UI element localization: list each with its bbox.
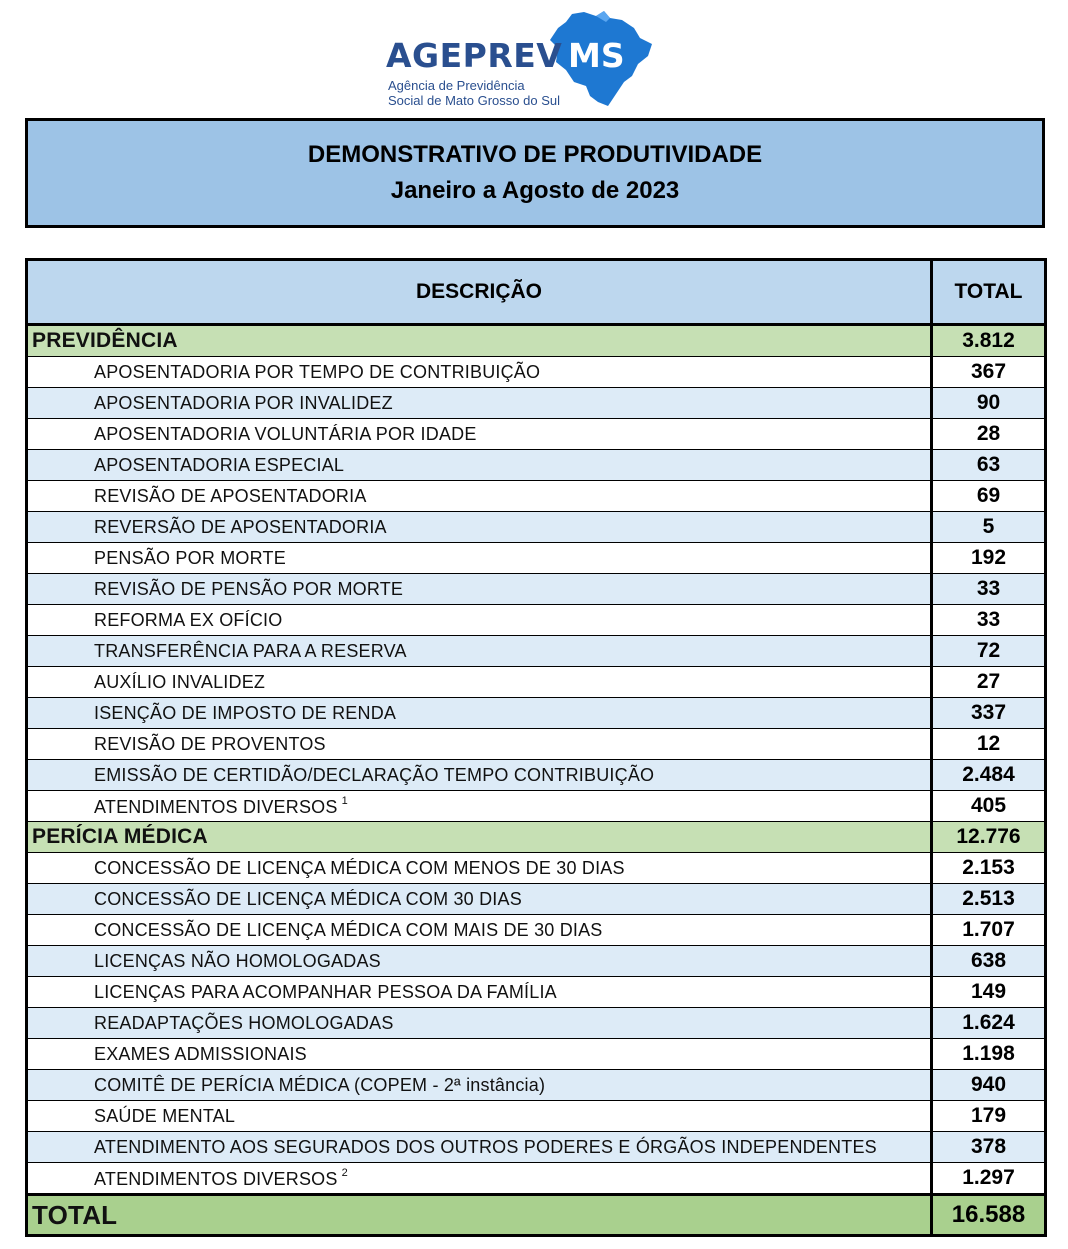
table-row [27, 636, 1046, 667]
table-row [27, 791, 1046, 822]
section-total: 12.776 [932, 822, 1046, 853]
row-value: 1.707 [932, 915, 1046, 946]
report-period: Janeiro a Agosto de 2023 [390, 177, 680, 204]
row-value: 192 [932, 543, 1046, 574]
row-label: APOSENTADORIA VOLUNTÁRIA POR IDADE [94, 423, 477, 444]
row-label: REVERSÃO DE APOSENTADORIA [94, 516, 387, 537]
report-title: DEMONSTRATIVO DE PRODUTIVIDADE [307, 141, 763, 168]
row-description [27, 760, 932, 791]
row-value: 2.153 [932, 853, 1046, 884]
footnote-marker: 1 [341, 794, 348, 807]
table-row [27, 853, 1046, 884]
row-value: 27 [932, 667, 1046, 698]
row-label: LICENÇAS NÃO HOMOLOGADAS [94, 950, 381, 971]
row-value: 179 [932, 1101, 1046, 1132]
row-value: 72 [932, 636, 1046, 667]
table-row [27, 605, 1046, 636]
row-label: SAÚDE MENTAL [94, 1105, 236, 1126]
table-row [27, 698, 1046, 729]
row-value: 33 [932, 605, 1046, 636]
table-row [27, 1132, 1046, 1163]
row-value: 33 [932, 574, 1046, 605]
row-description [27, 636, 932, 667]
row-description [27, 357, 932, 388]
row-label: TRANSFERÊNCIA PARA A RESERVA [94, 640, 407, 661]
row-label: ATENDIMENTOS DIVERSOS [94, 1168, 338, 1189]
row-label: ATENDIMENTOS DIVERSOS [94, 796, 338, 817]
table-row [27, 574, 1046, 605]
row-description [27, 1070, 932, 1101]
row-value: 405 [932, 791, 1046, 822]
row-description [27, 946, 932, 977]
row-value: 2.513 [932, 884, 1046, 915]
row-label: CONCESSÃO DE LICENÇA MÉDICA COM MAIS DE 30 DIAS [94, 919, 603, 940]
row-label: REFORMA EX OFÍCIO [94, 609, 283, 630]
table-row [27, 729, 1046, 760]
row-value: 378 [932, 1132, 1046, 1163]
row-label: COMITÊ DE PERÍCIA MÉDICA (COPEM - 2ª instância) [94, 1074, 546, 1095]
table-row [27, 760, 1046, 791]
row-description [27, 977, 932, 1008]
logo-brand-ms: MS [568, 36, 625, 75]
table-row [27, 1039, 1046, 1070]
row-label: REVISÃO DE PENSÃO POR MORTE [94, 578, 404, 599]
table-row [27, 357, 1046, 388]
row-label: CONCESSÃO DE LICENÇA MÉDICA COM MENOS DE 30 DIAS [94, 857, 625, 878]
table-row [27, 946, 1046, 977]
row-description [27, 884, 932, 915]
report-title-box [25, 118, 1045, 228]
table-body [27, 325, 1046, 1236]
table-row [27, 512, 1046, 543]
table-row [27, 1101, 1046, 1132]
section-label: PERÍCIA MÉDICA [27, 822, 932, 853]
logo-brand-word: AGEPREV [386, 36, 563, 75]
row-description [27, 419, 932, 450]
logo-subtitle-line2: Social de Mato Grosso do Sul [388, 93, 560, 108]
row-description [27, 605, 932, 636]
row-value: 638 [932, 946, 1046, 977]
table-row [27, 884, 1046, 915]
table-row [27, 1163, 1046, 1195]
row-label: EMISSÃO DE CERTIDÃO/DECLARAÇÃO TEMPO CONTRIBUIÇÃO [94, 764, 655, 785]
row-description [27, 512, 932, 543]
row-value: 63 [932, 450, 1046, 481]
row-label: ATENDIMENTO AOS SEGURADOS DOS OUTROS PODERES E ÓRGÃOS INDEPENDENTES [94, 1136, 877, 1157]
logo-subtitle-line1: Agência de Previdência [388, 78, 525, 93]
row-description [27, 698, 932, 729]
row-value: 940 [932, 1070, 1046, 1101]
productivity-table [25, 258, 1047, 1237]
grand-total-label: TOTAL [27, 1195, 932, 1236]
table-row [27, 419, 1046, 450]
row-description [27, 915, 932, 946]
row-value: 1.624 [932, 1008, 1046, 1039]
row-value: 1.297 [932, 1163, 1046, 1195]
agency-logo [386, 8, 656, 112]
row-description [27, 450, 932, 481]
table-row [27, 1008, 1046, 1039]
grand-total-row [27, 1195, 1046, 1236]
row-value: 90 [932, 388, 1046, 419]
row-description [27, 388, 932, 419]
section-label: PREVIDÊNCIA [27, 325, 932, 357]
table-row [27, 481, 1046, 512]
table-row [27, 388, 1046, 419]
table-row [27, 450, 1046, 481]
row-value: 1.198 [932, 1039, 1046, 1070]
table-row [27, 543, 1046, 574]
column-header-total: TOTAL [932, 260, 1046, 325]
row-label: APOSENTADORIA POR INVALIDEZ [94, 392, 393, 413]
row-description [27, 791, 932, 822]
row-label: APOSENTADORIA ESPECIAL [94, 454, 345, 475]
row-description [27, 574, 932, 605]
row-description [27, 1039, 932, 1070]
row-label: READAPTAÇÕES HOMOLOGADAS [94, 1012, 394, 1033]
grand-total-value: 16.588 [932, 1195, 1046, 1236]
row-label: AUXÍLIO INVALIDEZ [94, 671, 266, 692]
row-label: LICENÇAS PARA ACOMPANHAR PESSOA DA FAMÍLIA [94, 981, 557, 1002]
section-row [27, 822, 1046, 853]
table-row [27, 1070, 1046, 1101]
table-row [27, 667, 1046, 698]
row-label: EXAMES ADMISSIONAIS [94, 1043, 307, 1064]
row-label: APOSENTADORIA POR TEMPO DE CONTRIBUIÇÃO [94, 361, 541, 382]
row-label: REVISÃO DE APOSENTADORIA [94, 485, 367, 506]
row-value: 367 [932, 357, 1046, 388]
row-description [27, 543, 932, 574]
row-description [27, 481, 932, 512]
table-header-row [27, 260, 1046, 325]
row-description [27, 1132, 932, 1163]
row-description [27, 729, 932, 760]
table-row [27, 915, 1046, 946]
row-description [27, 1101, 932, 1132]
row-value: 149 [932, 977, 1046, 1008]
table-row [27, 977, 1046, 1008]
row-value: 5 [932, 512, 1046, 543]
row-description [27, 853, 932, 884]
row-label: PENSÃO POR MORTE [94, 547, 286, 568]
row-label: REVISÃO DE PROVENTOS [94, 733, 326, 754]
column-header-description: DESCRIÇÃO [27, 260, 932, 325]
row-label: CONCESSÃO DE LICENÇA MÉDICA COM 30 DIAS [94, 888, 522, 909]
row-value: 12 [932, 729, 1046, 760]
row-description [27, 1008, 932, 1039]
section-row [27, 325, 1046, 357]
section-total: 3.812 [932, 325, 1046, 357]
row-label: ISENÇÃO DE IMPOSTO DE RENDA [94, 702, 397, 723]
row-description [27, 1163, 932, 1195]
row-value: 2.484 [932, 760, 1046, 791]
row-value: 28 [932, 419, 1046, 450]
row-value: 69 [932, 481, 1046, 512]
footnote-marker: 2 [341, 1166, 348, 1179]
row-description [27, 667, 932, 698]
row-value: 337 [932, 698, 1046, 729]
